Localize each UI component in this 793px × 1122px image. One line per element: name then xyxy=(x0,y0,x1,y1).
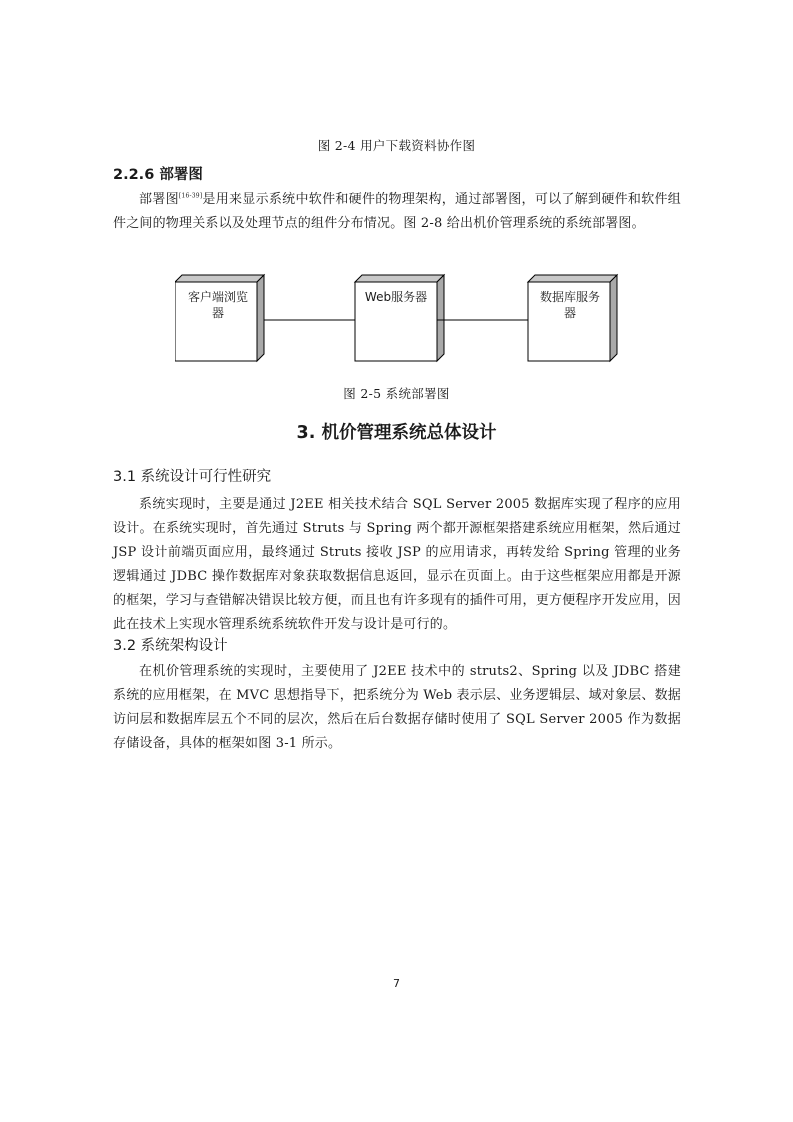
para-lead-text: 部署图 xyxy=(139,192,179,207)
section-3-2-heading: 3.2 系统架构设计 xyxy=(113,638,228,654)
deployment-diagram xyxy=(175,272,620,367)
citation-superscript: [16-39] xyxy=(178,192,203,200)
node-web-server-label xyxy=(355,289,437,305)
node-web-server-box xyxy=(355,275,444,361)
page-number: 7 xyxy=(393,977,400,990)
node-label-line: 客户端浏览 xyxy=(187,290,248,304)
node-label-line: 数据库服务 xyxy=(539,290,600,304)
figure-2-5-caption: 图 2-5 系统部署图 xyxy=(343,386,450,401)
section-3-2-paragraph xyxy=(113,660,681,756)
section-2-2-6-heading: 2.2.6 部署图 xyxy=(113,167,203,183)
section-3-2-text: 在机价管理系统的实现时，主要使用了 J2EE 技术中的 struts2、Spring 以及 JDBC 搭建系统的应用框架，在 MVC 思想指导下，把系统分为 Web 表示层、业务逻辑层、域对象层、数据访问层和数据库层五个不同的层次，然后在后台数据存储时使用了 SQL Server 2005 作为数据存储设备，具体的框架如图 3-1 所示。 xyxy=(113,664,681,751)
para-rest-text: 是用来显示系统中软件和硬件的物理架构，通过部署图，可以了解到硬件和软件组件之间的物理关系以及处理节点的组件分布情况。图 2-8 给出机价管理系统的系统部署图。 xyxy=(113,192,682,231)
section-3-1-text: 系统实现时，主要是通过 J2EE 相关技术结合 SQL Server 2005 数据库实现了程序的应用设计。在系统实现时，首先通过 Struts 与 Spring 两个都开源框架搭建系统应用框架，然后通过 JSP 设计前端页面应用，最终通过 Struts 接收 JSP 的应用请求，再转发给 Spring 管理的业务逻辑通过 JDBC 操作数据库对象获取数据信息返回，显示在页面上。由于这些框架应用都是开源的框架，学习与查错解决错误比较方便，而且也有许多现有的插件可用，更方便程序开发应用，因此在技术上实现水管理系统系统软件开发与设计是可行的。 xyxy=(113,497,681,632)
node-label-line: 器 xyxy=(563,306,576,320)
node-client-browser-label xyxy=(177,289,259,321)
figure-2-4-caption: 图 2-4 用户下载资料协作图 xyxy=(317,138,476,153)
node-label-line: 器 xyxy=(211,306,224,320)
section-3-1-paragraph xyxy=(113,493,681,637)
node-database-server-label xyxy=(528,289,612,321)
section-3-1-heading: 3.1 系统设计可行性研究 xyxy=(113,469,272,485)
section-2-2-6-paragraph xyxy=(113,188,681,236)
node-label-line: Web服务器 xyxy=(364,290,428,304)
chapter-3-title: 3. 机价管理系统总体设计 xyxy=(296,423,497,443)
